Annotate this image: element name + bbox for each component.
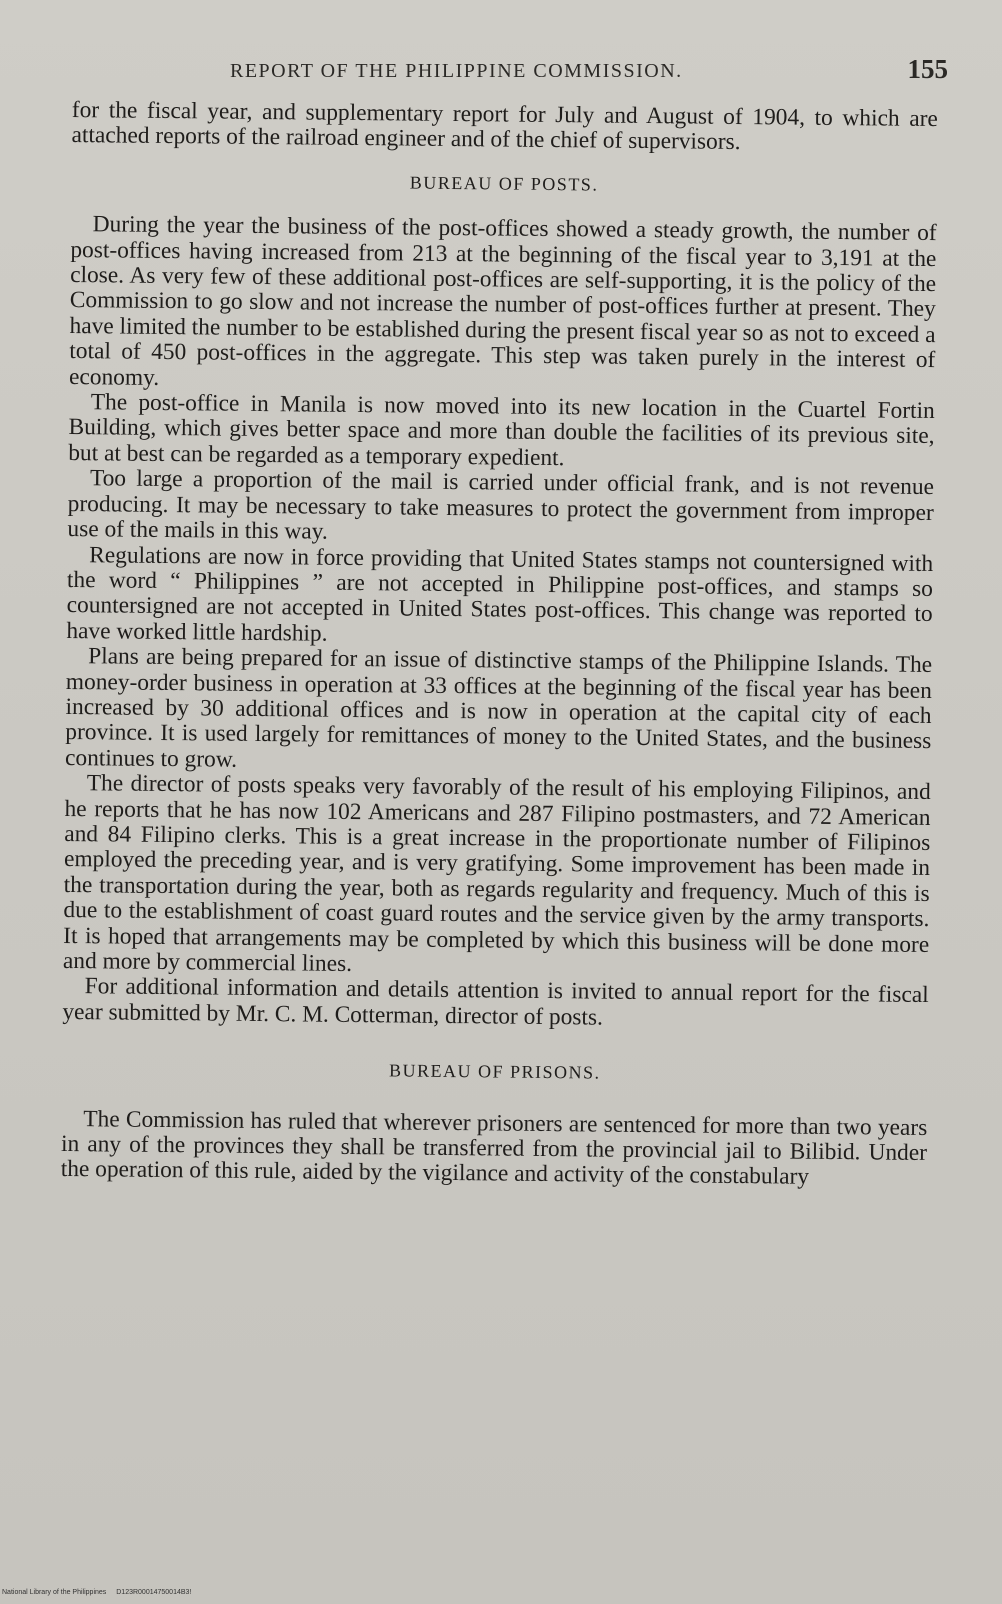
- section-heading-posts: BUREAU OF POSTS.: [409, 172, 599, 195]
- paragraph-official-frank: Too large a proportion of the mail is carried under official frank, and is not revenue producing. It may be necessary to take measures to protect the government from improper use of the mails in this way.: [67, 465, 935, 545]
- page-number: 155: [907, 54, 948, 84]
- paragraph-posts-growth: During the year the business of the post-offices showed a steady growth, the number of post-offices having increased from 213 at the beginning of the fiscal year to 3,191 at the close. As very few of these additional post-offices are self-supporting, it is the policy of the Commission to go slow and not increase the number of post-offices further at present. They have limited the number to be established during the present fiscal year so as not to exceed a total of 450 post-offices in the aggregate. This step was taken purely in the interest of economy.: [68, 211, 937, 391]
- paragraph-prisoner-transfer: The Commission has ruled that wherever prisoners are sentenced for more than two years in any of the provinces they shall be transferred from the provincial jail to Bilibid. Under the operation of this rule, aided by the vigilance and activity of the constabulary: [60, 1105, 928, 1191]
- section-heading-prisons: BUREAU OF PRISONS.: [388, 1060, 601, 1083]
- running-head: [70, 54, 950, 88]
- footer-identifier: D123R00014750014B3!: [116, 1589, 192, 1596]
- scan-footer: [2, 1589, 191, 1596]
- body-text: [61, 98, 938, 1192]
- opening-paragraph: for the fiscal year, and supplementary report for July and August of 1904, to which are attached reports of the railroad engineer and of the chief of supervisors.: [71, 97, 938, 156]
- running-title: REPORT OF THE PHILIPPINE COMMISSION.: [230, 60, 683, 82]
- paragraph-manila-post-office: The post-office in Manila is now moved into its new location in the Cuartel Fortin Building, which gives better space and more than double the facilities of its previous site, but at best can be regarded as a temporary expedient.: [68, 389, 935, 472]
- paragraph-additional-information: For additional information and details attention is invited to annual report for the fiscal year submitted by Mr. C. M. Cotterman, director of posts.: [62, 973, 929, 1031]
- paragraph-filipino-employment: The director of posts speaks very favorably of the result of his employing Filipinos, and he reports that he has now 102 Americans and 287 Filipino postmasters, and 72 American and 84 Filipino clerks. This is a great increase in the proportionate number of Filipinos employed the preceding year, and is very gratifying. Some improvement has been made in the transportation during the year, both as regards regularity and frequency. Much of this is due to the establishment of coast guard routes and the service given by the army transports. It is hoped that arrangements may be completed by which this business will be done more and more by commercial lines.: [62, 770, 931, 977]
- footer-source: National Library of the Philippines: [2, 1589, 107, 1596]
- paragraph-money-order: Plans are being prepared for an issue of distinctive stamps of the Philippine Islands. The money-order business in operation at 33 offices at the beginning of the fiscal year has been increased by 30 additional offices and is now in operation at the capital city of each province. It is used largely for remittances of money to the United States, and the business continues to grow.: [64, 643, 933, 773]
- paragraph-stamp-regulations: Regulations are now in force providing that United States stamps not countersigned with the word “ Philippines ” are not accepted in Philippine post-offices, and stamps so countersigned are not accepted in United States post-offices. This change was reported to have worked little hardship.: [66, 541, 934, 647]
